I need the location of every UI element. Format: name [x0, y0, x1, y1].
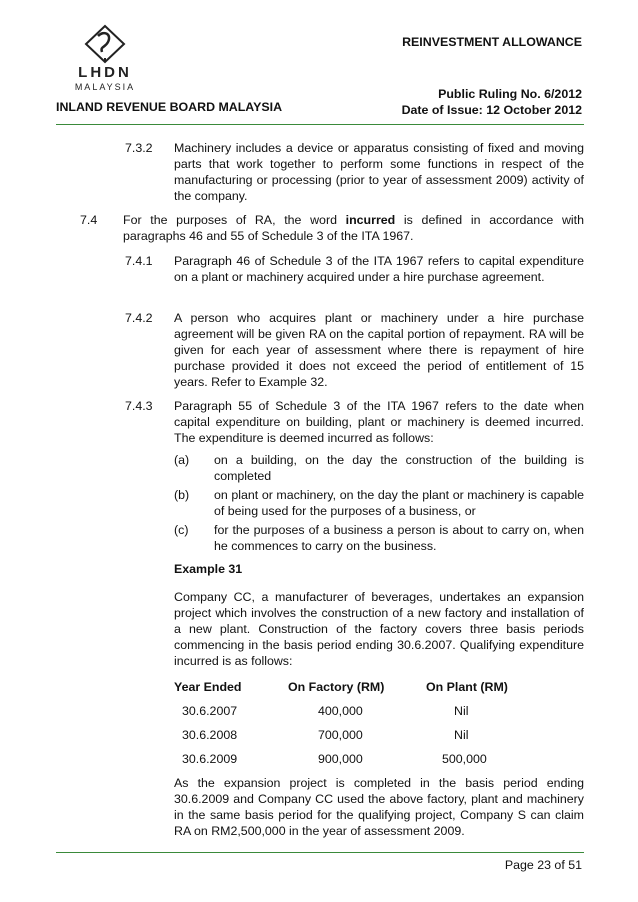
ruling-number: Public Ruling No. 6/2012 — [438, 87, 582, 101]
table-row: 30.6.2007 400,000 Nil — [182, 704, 469, 718]
list-label: (c) — [174, 523, 189, 537]
example-title: Example 31 — [174, 562, 243, 576]
lhdn-logo — [56, 24, 154, 94]
para-7-4: For the purposes of RA, the word incurred is defined in accordance with paragraphs 46 and 55 of Schedule 3 of the ITA 1967. — [123, 213, 584, 243]
table-row: 30.6.2008 700,000 Nil — [182, 728, 469, 742]
table-header: Year Ended — [174, 680, 242, 694]
header-rule — [56, 124, 584, 125]
example-text: Company CC, a manufacturer of beverages, undertakes an expansion project which involves the construction of a new factory and installation of a new plant. Construction of the factory covers three basis periods commencing in the basis period ending 30.6.2007. Qualifying expenditure incurred is as follows: — [174, 590, 584, 668]
org-name: INLAND REVENUE BOARD MALAYSIA — [56, 100, 283, 114]
logo-text-top: LHDN — [78, 64, 132, 81]
footer-rule — [56, 852, 584, 853]
conclusion-text: As the expansion project is completed in the basis period ending 30.6.2009 and Company CC used the above factory, plant and machinery in the same basis period for the qualifying project, Company S can claim RA on RM2,500,000 in the year of assessment 2009. — [174, 776, 584, 838]
para-number: 7.4.1 — [125, 254, 153, 268]
list-label: (a) — [174, 453, 190, 467]
term-incurred: incurred — [345, 213, 396, 227]
para-7-3-2: Machinery includes a device or apparatus consisting of fixed and moving parts that work together to perform some functions in respect of the manufacturing or processing (prior to year of assessment 2009) activity of the company. — [174, 141, 584, 203]
list-label: (b) — [174, 488, 190, 502]
table-header: On Factory (RM) — [288, 680, 385, 694]
list-item: on plant or machinery, on the day the plant or machinery is capable of being used for the purposes of a business, or — [214, 488, 584, 518]
list-item: on a building, on the day the construction of the building is completed — [214, 453, 584, 483]
table-header: On Plant (RM) — [426, 680, 508, 694]
logo-text-bottom: MALAYSIA — [74, 82, 136, 92]
para-7-4-1: Paragraph 46 of Schedule 3 of the ITA 1967 refers to capital expenditure on a plant or machinery acquired under a hire purchase agreement. — [174, 254, 584, 284]
page-number: Page 23 of 51 — [504, 858, 582, 872]
expenditure-table — [174, 680, 536, 776]
para-number: 7.4 — [80, 213, 98, 227]
para-7-4-2: A person who acquires plant or machinery under a hire purchase agreement will be given RA on the capital portion of repayment. RA will be given for each year of assessment where there is repayment of hire purchase provided it does not exceed the period of entitlement of 15 years. Refer to Example 32. — [174, 311, 584, 389]
para-number: 7.3.2 — [125, 141, 153, 155]
para-number: 7.4.3 — [125, 399, 153, 413]
list-item: for the purposes of a business a person is about to carry on, when he commences to carry on the business. — [214, 523, 584, 553]
issue-date: Date of Issue: 12 October 2012 — [401, 103, 582, 117]
table-row: 30.6.2009 900,000 500,000 — [182, 752, 487, 766]
para-number: 7.4.2 — [125, 311, 153, 325]
doc-title: REINVESTMENT ALLOWANCE — [402, 35, 582, 49]
para-7-4-3: Paragraph 55 of Schedule 3 of the ITA 1967 refers to the date when capital expenditure on building, plant or machinery is deemed incurred. The expenditure is deemed incurred as follows: — [174, 399, 584, 445]
